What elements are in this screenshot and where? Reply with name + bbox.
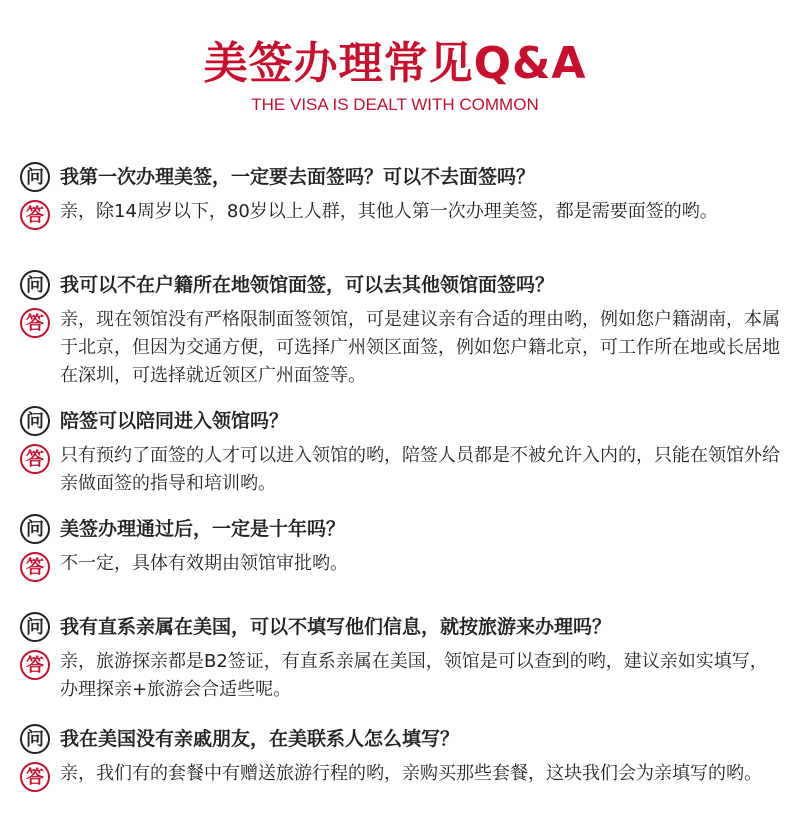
answer-row: [20, 306, 780, 390]
question-text: 我可以不在户籍所在地领馆面签，可以去其他领馆面签吗？: [60, 274, 555, 296]
question-text: 陪签可以陪同进入领馆吗？: [60, 410, 289, 432]
question-text: 美签办理通过后，一定是十年吗？: [60, 518, 346, 540]
question-badge-icon: 问: [20, 406, 50, 436]
answer-badge-icon: 答: [20, 762, 50, 792]
question-row: [20, 612, 780, 642]
answer-text: 亲，除14周岁以下，80岁以上人群，其他人第一次办理美签，都是需要面签的哟。: [60, 201, 718, 222]
question-row: [20, 270, 780, 300]
question-row: [20, 406, 780, 436]
question-badge-icon: 问: [20, 724, 50, 754]
qa-item-1: [20, 162, 780, 226]
answer-badge-icon: 答: [20, 308, 50, 338]
qa-item-6: [20, 724, 780, 788]
question-text: 我在美国没有亲戚朋友，在美联系人怎么填写？: [60, 728, 460, 750]
question-row: [20, 162, 780, 192]
answer-badge-icon: 答: [20, 444, 50, 474]
answer-row: [20, 442, 780, 498]
answer-text: 只有预约了面签的人才可以进入领馆的哟，陪签人员都是不被允许入内的，只能在领馆外给亲做面签的指导和培训哟。: [60, 445, 780, 494]
qa-item-4: [20, 514, 780, 578]
answer-text: 亲，旅游探亲都是B2签证，有直系亲属在美国，领馆是可以查到的哟，建议亲如实填写，办理探亲+旅游会合适些呢。: [60, 651, 768, 700]
answer-row: [20, 648, 780, 704]
answer-text: 不一定，具体有效期由领馆审批哟。: [60, 553, 348, 574]
question-row: [20, 724, 780, 754]
qa-item-5: [20, 612, 780, 704]
qa-item-3: [20, 406, 780, 498]
answer-row: [20, 550, 780, 578]
question-text: 我第一次办理美签，一定要去面签吗？可以不去面签吗？: [60, 166, 536, 188]
page-header: [0, 36, 790, 116]
answer-badge-icon: 答: [20, 200, 50, 230]
question-badge-icon: 问: [20, 514, 50, 544]
question-badge-icon: 问: [20, 270, 50, 300]
question-badge-icon: 问: [20, 612, 50, 642]
question-row: [20, 514, 780, 544]
answer-badge-icon: 答: [20, 650, 50, 680]
qa-item-2: [20, 270, 780, 390]
answer-row: [20, 198, 780, 226]
answer-text: 亲，我们有的套餐中有赠送旅游行程的哟，亲购买那些套餐，这块我们会为亲填写的哟。: [60, 763, 762, 784]
answer-row: [20, 760, 780, 788]
question-badge-icon: 问: [20, 162, 50, 192]
page-title: 美签办理常见Q&A: [203, 38, 587, 89]
answer-text: 亲，现在领馆没有严格限制面签领馆，可是建议亲有合适的理由哟，例如您户籍湖南，本属于北京，但因为交通方便，可选择广州领区面签，例如您户籍北京，可工作所在地或长居地在深圳，可选择就近领区广州面签等。: [60, 309, 780, 386]
answer-badge-icon: 答: [20, 552, 50, 582]
page-subtitle: THE VISA IS DEALT WITH COMMON: [251, 95, 539, 114]
question-text: 我有直系亲属在美国，可以不填写他们信息，就按旅游来办理吗？: [60, 616, 612, 638]
